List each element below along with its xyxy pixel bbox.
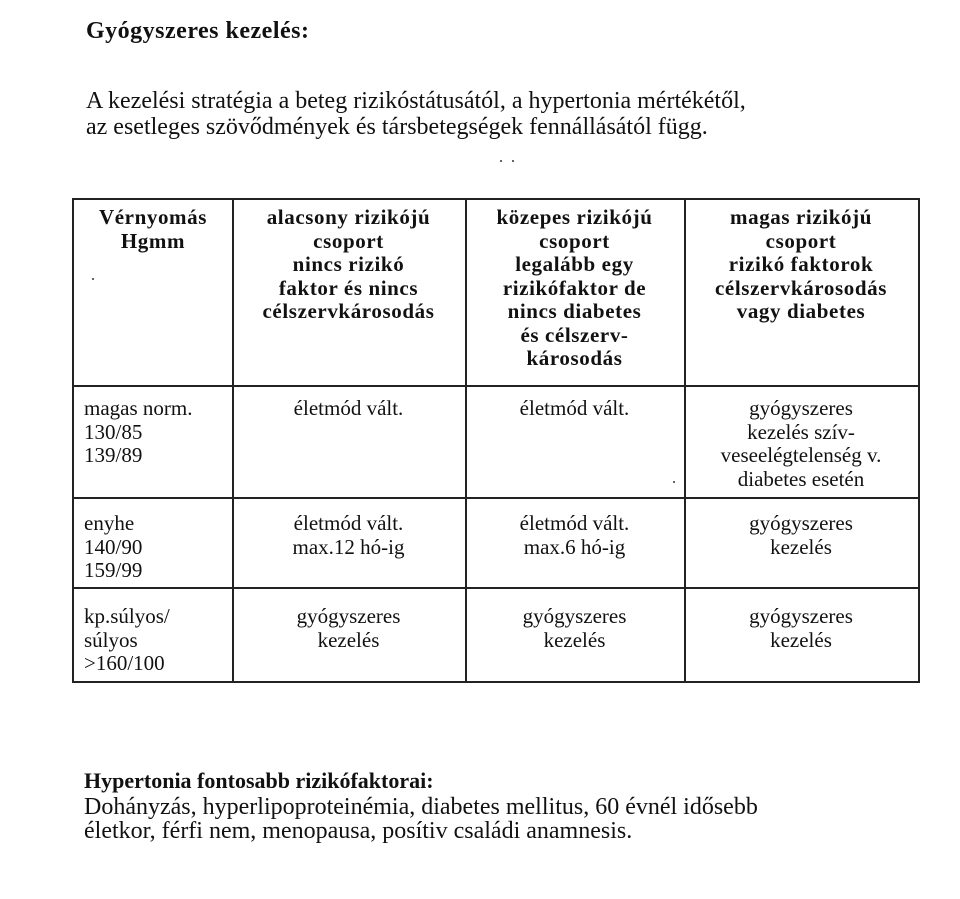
risk-factors-line-2: életkor, férfi nem, menopausa, posítiv családi anamnesis.: [84, 818, 633, 844]
header-medium-risk: közepes rizikójú csoport legalább egy rizikófaktor de nincs diabetes és célszerv- károsodás: [496, 205, 653, 370]
table-cell: életmód vált. max.6 hó-ig: [519, 511, 630, 559]
row-label-high-normal: magas norm. 130/85 139/89: [84, 396, 193, 467]
page-title: Gyógyszeres kezelés:: [86, 18, 310, 44]
table-border-top: [72, 198, 920, 200]
row-label-mild: enyhe 140/90 159/99: [84, 511, 143, 582]
table-divider-header: [72, 385, 920, 387]
scan-speck: [92, 278, 94, 280]
table-border-bottom: [72, 681, 920, 683]
intro-line-2: az esetleges szövődmények és társbetegségek fennállásától függ.: [86, 114, 708, 140]
table-cell: gyógyszeres kezelés: [749, 511, 853, 559]
table-cell: életmód vált.: [293, 396, 404, 420]
table-cell: életmód vált.: [519, 396, 630, 420]
table-border-right: [918, 198, 920, 683]
header-low-risk: alacsony rizikójú csoport nincs rizikó faktor és nincs célszervkárosodás: [262, 205, 435, 323]
risk-factors-line-1: Dohányzás, hyperlipoproteinémia, diabetes mellitus, 60 évnél idősebb: [84, 794, 758, 820]
table-cell: életmód vált. max.12 hó-ig: [292, 511, 405, 559]
scan-speck: [512, 160, 514, 162]
table-cell: gyógyszeres kezelés szív- veseelégtelenség v. diabetes esetén: [720, 396, 882, 491]
table-cell: gyógyszeres kezelés: [296, 604, 401, 652]
table-divider-row1: [72, 497, 920, 499]
scan-speck: [673, 481, 675, 483]
table-cell: gyógyszeres kezelés: [749, 604, 853, 652]
header-high-risk: magas rizikójú csoport rizikó faktorok célszervkárosodás vagy diabetes: [715, 205, 887, 323]
header-blood-pressure: Vérnyomás Hgmm: [98, 205, 208, 253]
intro-line-1: A kezelési stratégia a beteg rizikóstátusától, a hypertonia mértékétől,: [86, 88, 746, 114]
table-cell: gyógyszeres kezelés: [522, 604, 627, 652]
row-label-severe: kp.súlyos/ súlyos >160/100: [84, 604, 170, 675]
risk-factors-heading: Hypertonia fontosabb rizikófaktorai:: [84, 768, 434, 793]
table-divider-row2: [72, 587, 920, 589]
scan-speck: [500, 160, 502, 162]
table-border-left: [72, 198, 74, 683]
